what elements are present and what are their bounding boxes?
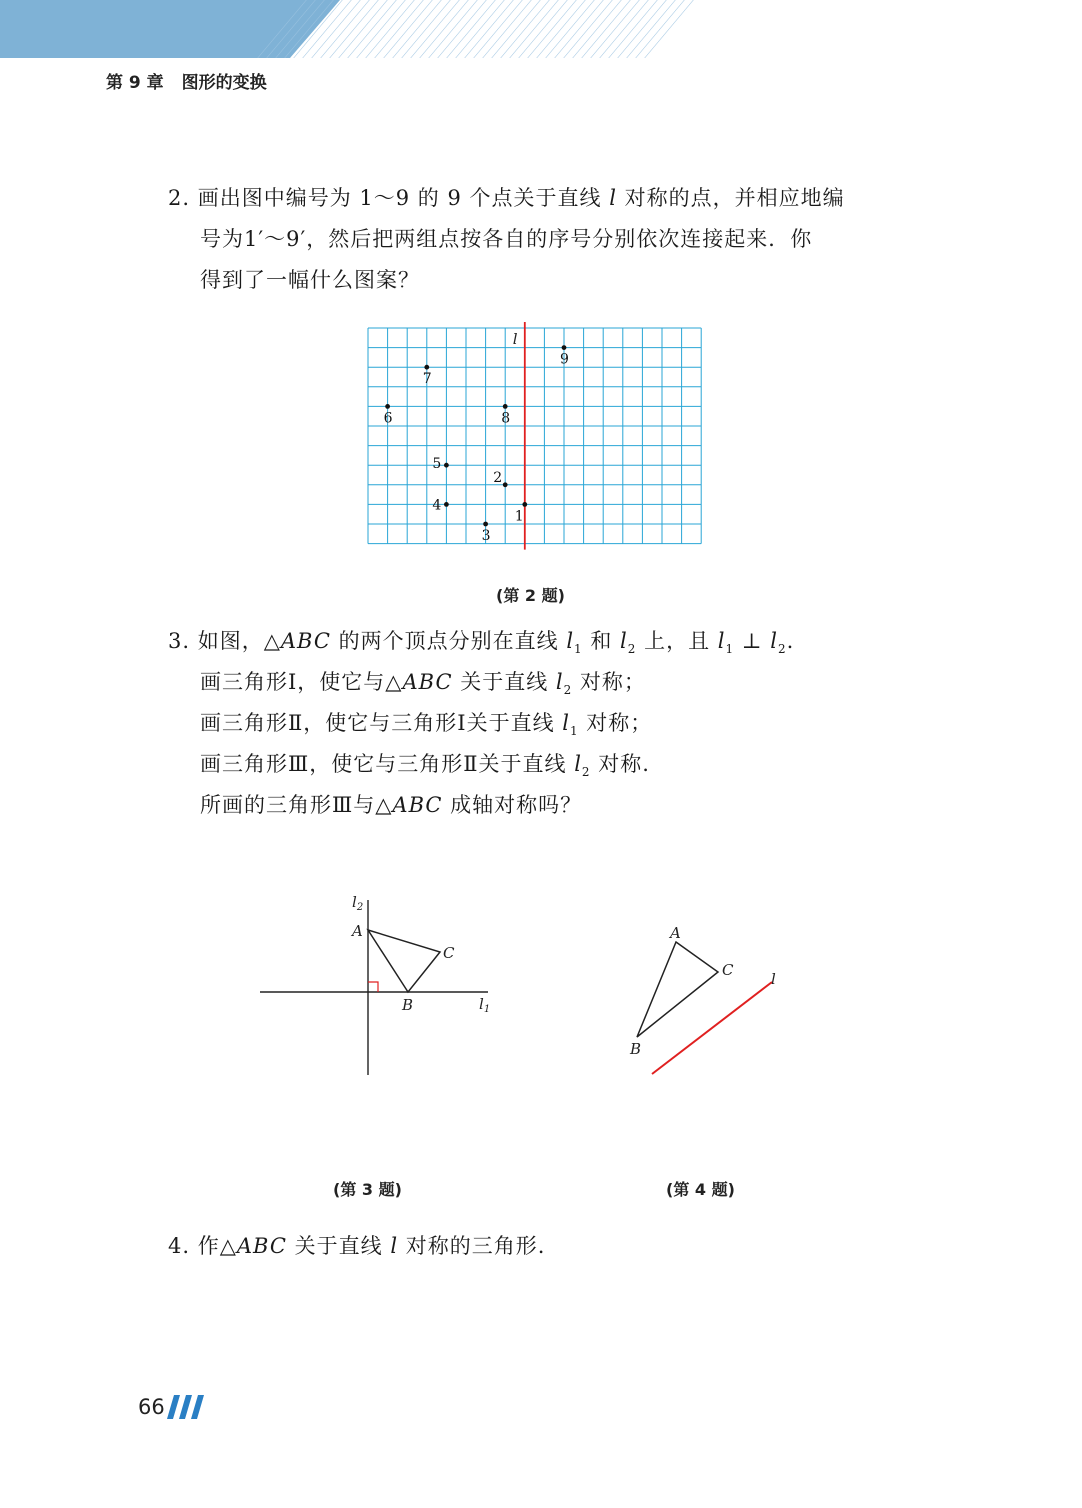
- grid-point-6: [385, 404, 390, 409]
- grid-point-4: [444, 502, 449, 507]
- problem-2-number: 2.: [168, 186, 191, 210]
- grid-point-label-1: 1: [514, 508, 524, 525]
- label-l1: $l_1$: [479, 995, 491, 1015]
- problem-3-line-4: 画三角形Ⅲ，使它与三角形Ⅱ关于直线 $l_2$ 对称.: [200, 752, 650, 780]
- page-number: 66: [138, 1395, 165, 1419]
- problem-3-number: 3.: [168, 629, 191, 653]
- problem-3-line-5: 所画的三角形Ⅲ与△ABC 成轴对称吗？: [200, 793, 583, 817]
- problem-2: [168, 178, 845, 301]
- grid-point-label-6: 6: [383, 410, 393, 427]
- problem-4-line-1: 4. 作△ABC 关于直线 l 对称的三角形.: [168, 1234, 546, 1258]
- grid-point-2: [503, 482, 508, 487]
- problem-3-line-1: 3. 如图，△ABC 的两个顶点分别在直线 $l_1$ 和 $l_2$ 上，且 $l_1$ ⊥ $l_2$.: [168, 629, 795, 657]
- label-A-4: A: [670, 924, 681, 942]
- problem-2-line-3: 得到了一幅什么图案？: [200, 268, 420, 292]
- problem-2-grid-figure: [360, 322, 710, 554]
- grid-point-1: [522, 502, 527, 507]
- grid-point-label-4: 4: [432, 497, 442, 514]
- grid-point-9: [562, 345, 567, 350]
- problem-4-caption: (第 4 题): [666, 1180, 735, 1199]
- grid-point-label-2: 2: [493, 469, 503, 486]
- label-B-4: B: [630, 1040, 642, 1058]
- grid-point-7: [424, 365, 429, 370]
- grid-point-label-5: 5: [432, 456, 442, 473]
- right-angle-mark: [368, 982, 378, 992]
- label-l-4: l: [771, 970, 776, 988]
- chapter-title: 图形的变换: [181, 73, 267, 93]
- grid-point-label-9: 9: [560, 351, 569, 368]
- problem-3-figure: [250, 885, 510, 1085]
- grid-point-label-3: 3: [481, 528, 491, 544]
- problem-3-line-2: 画三角形Ⅰ，使它与△ABC 关于直线 $l_2$ 对称；: [200, 670, 646, 698]
- problem-3-caption: (第 3 题): [333, 1180, 402, 1199]
- label-C-4: C: [722, 961, 734, 979]
- problem-4-number: 4.: [168, 1234, 191, 1258]
- line-l: [652, 982, 772, 1074]
- problem-2-caption: (第 2 题): [496, 586, 565, 605]
- label-C: C: [443, 944, 455, 962]
- grid-point-8: [503, 404, 508, 409]
- grid-point-label-7: 7: [422, 371, 432, 388]
- problem-4-figure: [620, 920, 800, 1085]
- grid-point-3: [483, 522, 488, 527]
- header-band: [0, 0, 700, 60]
- triangle-abc: [368, 930, 440, 992]
- chapter-heading: [106, 68, 267, 93]
- triangle-abc-4: [637, 942, 718, 1037]
- problem-2-line-2: 号为1′～9′，然后把两组点按各自的序号分别依次连接起来．你: [200, 227, 813, 251]
- problem-4: [168, 1226, 545, 1267]
- problem-3: [168, 621, 794, 826]
- grid-point-5: [444, 463, 449, 468]
- label-l2: $l_2$: [352, 893, 364, 913]
- grid-point-label-8: 8: [501, 410, 511, 427]
- label-B: B: [402, 996, 414, 1014]
- problem-3-line-3: 画三角形Ⅱ，使它与三角形Ⅰ关于直线 $l_1$ 对称；: [200, 711, 653, 739]
- problem-2-line-1: 2. 画出图中编号为 1～9 的 9 个点关于直线 l 对称的点，并相应地编: [168, 186, 845, 210]
- symmetry-line-label: l: [512, 330, 518, 348]
- chapter-number: 第 9 章: [106, 73, 164, 93]
- label-A: A: [352, 922, 363, 940]
- page-number-slashes: [165, 1394, 207, 1420]
